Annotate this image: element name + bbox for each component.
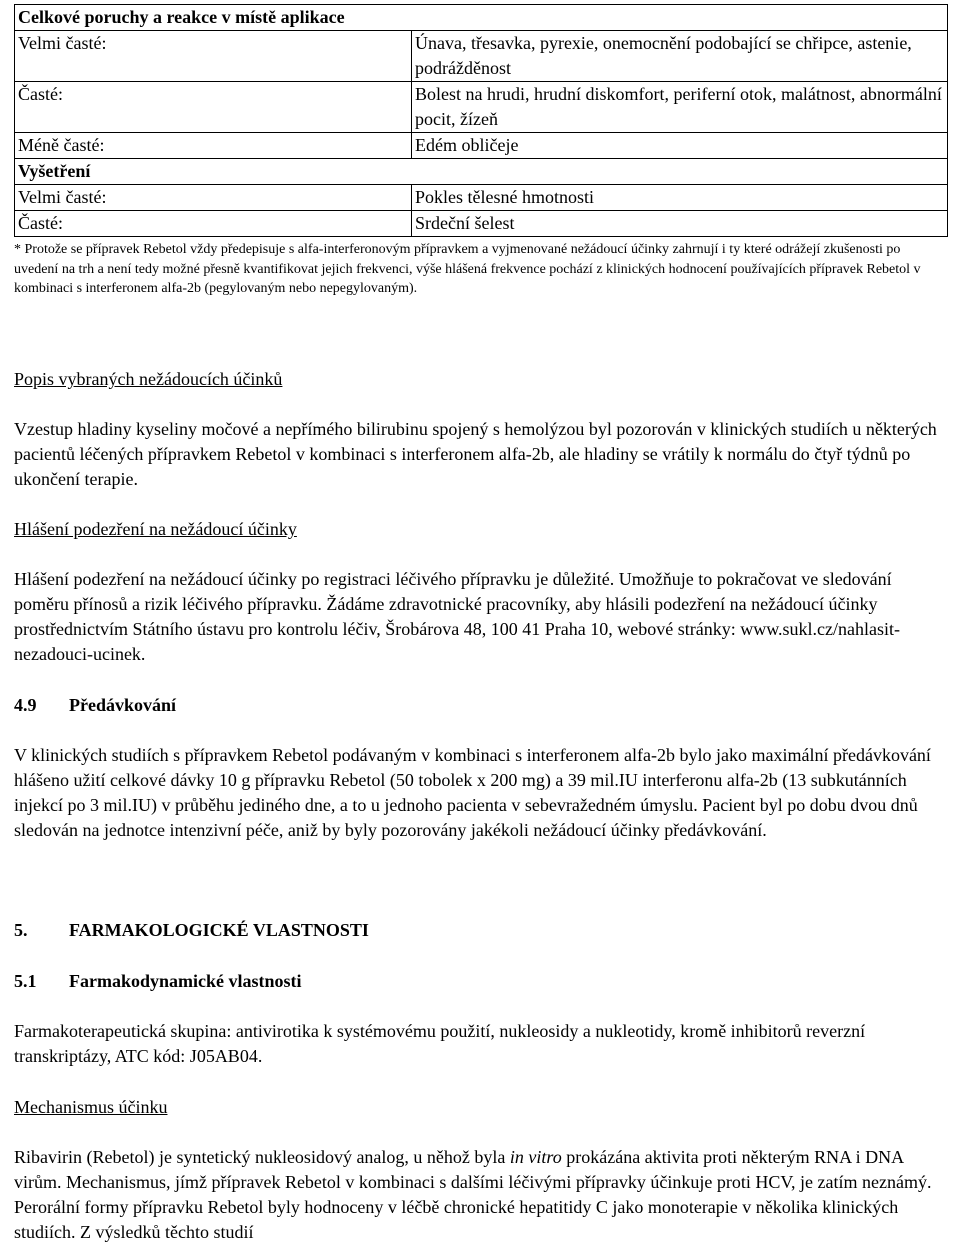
section-title: FARMAKOLOGICKÉ VLASTNOSTI: [69, 920, 369, 940]
section-title-investigations: Vyšetření: [15, 159, 948, 185]
effect-cell: Edém obličeje: [412, 133, 948, 159]
overdose-text: V klinických studiích s přípravkem Rebetol podávaným v kombinaci s interferonem alfa-2b bylo jako maximální předávkování hlášeno užití celkové dávky 10 g přípravku Rebetol (50 tobolek x 200 mg) a 39 mil.IU interferonu alfa-2b (13 subkutánních injekcí po 3 mil.IU) v průběhu jediného dne, a to u jednoho pacienta v sebevražedném úmyslu. Pacient byl po dobu dvou dnů sledován na jednotce intenzivní péče, aniž by byly pozorovány jakékoli nežádoucí účinky předávkování.: [14, 745, 931, 840]
popis-text: Vzestup hladiny kyseliny močové a nepřímého bilirubinu spojený s hemolýzou byl pozorován v klinických studiích u některých pacientů léčených přípravkem Rebetol v kombinaci s interferonem alfa-2b, ale hladiny se vrátily k normálu do čtyř týdnů po ukončení terapie.: [14, 419, 937, 489]
table-row: [15, 82, 948, 133]
table-row: [15, 211, 948, 237]
hlaseni-text: Hlášení podezření na nežádoucí účinky po registraci léčivého přípravku je důležité. Umožňuje to pokračovat ve sledování poměru přínosů a rizik léčivého přípravku. Žádáme zdravotnické pracovníky, aby hlásili podezření na nežádoucí účinky prostřednictvím Státního ústavu pro kontrolu léčiv, Šrobárova 48, 100 41 Praha 10, webové stránky: www.sukl.cz/nahlasit-nezadouci-ucinek.: [14, 569, 900, 664]
section-mechanism: [14, 1095, 944, 1245]
effect-cell: Únava, třesavka, pyrexie, onemocnění podobající se chřipce, astenie, podrážděnost: [412, 31, 948, 82]
section-number: 4.9: [14, 695, 37, 715]
mechanism-text: [14, 1145, 944, 1245]
table-section-row: [15, 5, 948, 31]
mechanism-heading: Mechanismus účinku: [14, 1097, 168, 1117]
mechanism-text-part: prokázána aktivita proti některým RNA i DNA virům. Mechanismus, jímž přípravek Rebetol v kombinaci s dalšími léčivými přípravky účinkuje proti HCV, je zatím neznámý. Perorální formy přípravku Rebetol byly hodnoceny v léčbě chronické hepatitidy C jako monoterapie v několika klinických studiích. Z výsledků těchto studií: [14, 1147, 932, 1242]
section-5-1-heading: [14, 969, 302, 994]
section-5-1-body: [14, 1019, 944, 1069]
adverse-effects-table: [14, 4, 948, 237]
section-number: 5.1: [14, 971, 37, 991]
mechanism-italic-term: in vitro: [509, 1147, 562, 1167]
frequency-cell: Časté:: [15, 82, 412, 133]
effect-cell: Srdeční šelest: [412, 211, 948, 237]
pharmacotherapeutic-group-text: Farmakoterapeutická skupina: antivirotika k systémovému použití, nukleosidy a nukleotidy, kromě inhibitorů reverzní transkriptázy, ATC kód: J05AB04.: [14, 1021, 866, 1066]
section-title: Předávkování: [69, 695, 177, 715]
table-row: [15, 133, 948, 159]
section-5-heading: [14, 918, 369, 943]
section-title-general-disorders: Celkové poruchy a reakce v místě aplikace: [15, 5, 948, 31]
frequency-cell: Časté:: [15, 211, 412, 237]
section-hlaseni: [14, 517, 944, 667]
table-section-row: [15, 159, 948, 185]
section-4-9-body: [14, 743, 944, 843]
effect-cell: Pokles tělesné hmotnosti: [412, 185, 948, 211]
popis-heading: Popis vybraných nežádoucích účinků: [14, 369, 283, 389]
section-title: Farmakodynamické vlastnosti: [69, 971, 302, 991]
hlaseni-heading: Hlášení podezření na nežádoucí účinky: [14, 519, 297, 539]
footnote-text: * Protože se přípravek Rebetol vždy předepisuje s alfa-interferonovým přípravkem a vyjmenované nežádoucí účinky zahrnují i ty které odrážejí zkušenosti po uvedení na trh a není tedy možné přesně kvantifikovat jejich frekvenci, výše hlášená frekvence pochází z klinických hodnocení používajících přípravek Rebetol v kombinaci s interferonem alfa-2b (pegylovaným nebo nepegylovaným).: [14, 242, 921, 296]
mechanism-text-part: Ribavirin (Rebetol) je syntetický nukleosidový analog, u něhož byla: [14, 1147, 510, 1167]
frequency-cell: Velmi časté:: [15, 31, 412, 82]
section-popis: [14, 367, 944, 492]
section-number: 5.: [14, 920, 28, 940]
effect-cell: Bolest na hrudi, hrudní diskomfort, periferní otok, malátnost, abnormální pocit, žízeň: [412, 82, 948, 133]
table-row: [15, 185, 948, 211]
frequency-cell: Méně časté:: [15, 133, 412, 159]
footnote: [14, 240, 944, 299]
frequency-cell: Velmi časté:: [15, 185, 412, 211]
table-row: [15, 31, 948, 82]
section-4-9-heading: [14, 693, 176, 718]
